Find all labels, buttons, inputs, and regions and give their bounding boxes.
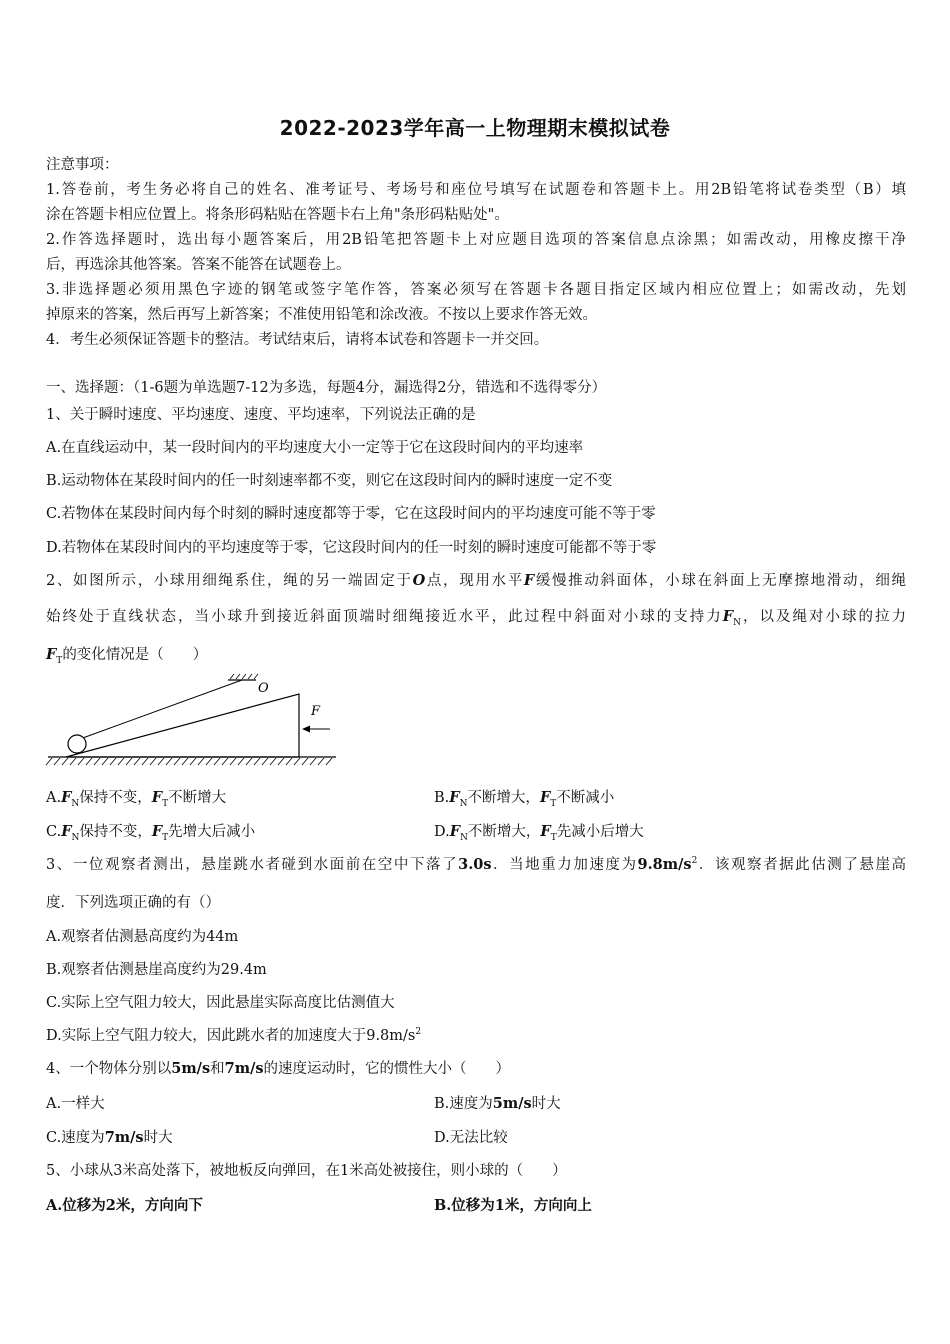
q2-option-d: $D.F_N$不断增大，$F_T$先减小后增大 xyxy=(434,823,644,843)
notice-item-1a: 1.答卷前，考生务必将自己的姓名、准考证号、考场号和座位号填写在试题卷和答题卡上。用2B铅笔将试卷类型（B）填 xyxy=(46,182,906,198)
q3-option-b: B.观察者估测悬崖高度约为29.4m xyxy=(46,962,267,978)
q4-option-b: B.速度为5m/s时大 xyxy=(434,1095,561,1112)
q4-stem: 4、一个物体分别以5m/s和7m/s的速度运动时，它的惯性大小（ ） xyxy=(46,1060,511,1077)
q2-stem-line3: $F_T$的变化情况是（ ） xyxy=(46,646,208,666)
label-o: O xyxy=(258,681,269,696)
page-title: 2022-2023学年高一上物理期末模拟试卷 xyxy=(279,116,671,140)
q1-stem: 1、关于瞬时速度、平均速度、速度、平均速率，下列说法正确的是 xyxy=(46,407,476,423)
q2-stem-line1: 2、如图所示，小球用细绳系住，绳的另一端固定于O点，现用水平F缓慢推动斜面体，小球在斜面上无摩擦地滑动，细绳 xyxy=(46,572,907,589)
q3-option-a: A.观察者估测悬高度约为44m xyxy=(46,929,239,945)
q4-option-a: A.一样大 xyxy=(46,1096,105,1112)
q1-option-d: D.若物体在某段时间内的平均速度等于零，它这段时间内的任一时刻的瞬时速度可能都不等于零 xyxy=(46,540,657,556)
incline-block xyxy=(66,694,299,757)
q5-option-a: A.位移为2米，方向向下 xyxy=(46,1197,203,1214)
q2-option-c: $C.F_N$保持不变，$F_T$先增大后减小 xyxy=(46,823,256,843)
q3-stem-line1: 3、一位观察者测出，悬崖跳水者碰到水面前在空中下落了3.0s．当地重力加速度为$9.8m/s^2$．该观察者据此估测了悬崖高 xyxy=(46,856,907,873)
q3-stem-line2: 度．下列选项正确的有（） xyxy=(46,895,220,911)
q2-stem-line2: 始终处于直线状态，当小球升到接近斜面顶端时细绳接近水平，此过程中斜面对小球的支持力$F_N$，以及绳对小球的拉力 xyxy=(46,608,907,628)
string-line xyxy=(80,680,242,739)
q4-option-c: C.速度为7m/s时大 xyxy=(46,1129,173,1146)
notice-item-1b: 涂在答题卡相应位置上。将条形码粘贴在答题卡右上角"条形码粘贴处"。 xyxy=(46,207,509,223)
label-f: F xyxy=(311,704,321,719)
section-heading: 一、选择题：（1-6题为单选题7-12为多选，每题4分，漏选得2分，错选和不选得零分） xyxy=(46,380,607,396)
q2-option-b: $B.F_N$不断增大，$F_T$不断减小 xyxy=(434,789,615,809)
q4-option-d: D.无法比较 xyxy=(434,1130,508,1146)
notice-item-4: 4．考生必须保证答题卡的整洁。考试结束后，请将本试卷和答题卡一并交回。 xyxy=(46,332,549,348)
incline-diagram xyxy=(44,672,344,767)
notice-heading: 注意事项： xyxy=(46,157,119,173)
q3-option-d: D.实际上空气阻力较大，因此跳水者的加速度大于$9.8m/s^2$ xyxy=(46,1027,422,1044)
q5-stem: 5、小球从3米高处落下，被地板反向弹回，在1米高处被接住，则小球的（ ） xyxy=(46,1163,567,1179)
notice-item-3b: 掉原来的答案，然后再写上新答案；不准使用铅笔和涂改液。不按以上要求作答无效。 xyxy=(46,307,597,323)
force-arrow-head xyxy=(302,726,310,733)
ball xyxy=(68,735,86,753)
q1-option-a: A.在直线运动中，某一段时间内的平均速度大小一定等于它在这段时间内的平均速率 xyxy=(46,440,584,456)
q1-option-b: B.运动物体在某段时间内的任一时刻速率都不变，则它在这段时间内的瞬时速度一定不变 xyxy=(46,473,613,489)
notice-item-2a: 2.作答选择题时，选出每小题答案后，用2B铅笔把答题卡上对应题目选项的答案信息点涂黑；如需改动，用橡皮擦干净 xyxy=(46,232,906,248)
q5-option-b: B.位移为1米，方向向上 xyxy=(434,1197,592,1214)
q3-option-c: C.实际上空气阻力较大，因此悬崖实际高度比估测值大 xyxy=(46,995,395,1011)
q1-option-c: C.若物体在某段时间内每个时刻的瞬时速度都等于零，它在这段时间内的平均速度可能不等于零 xyxy=(46,506,656,522)
notice-item-3a: 3.非选择题必须用黑色字迹的钢笔或签字笔作答，答案必须写在答题卡各题目指定区域内相应位置上；如需改动，先划 xyxy=(46,282,906,298)
q2-option-a: $A.F_N$保持不变，$F_T$不断增大 xyxy=(46,789,227,809)
notice-item-2b: 后，再选涂其他答案。答案不能答在试题卷上。 xyxy=(46,257,351,273)
